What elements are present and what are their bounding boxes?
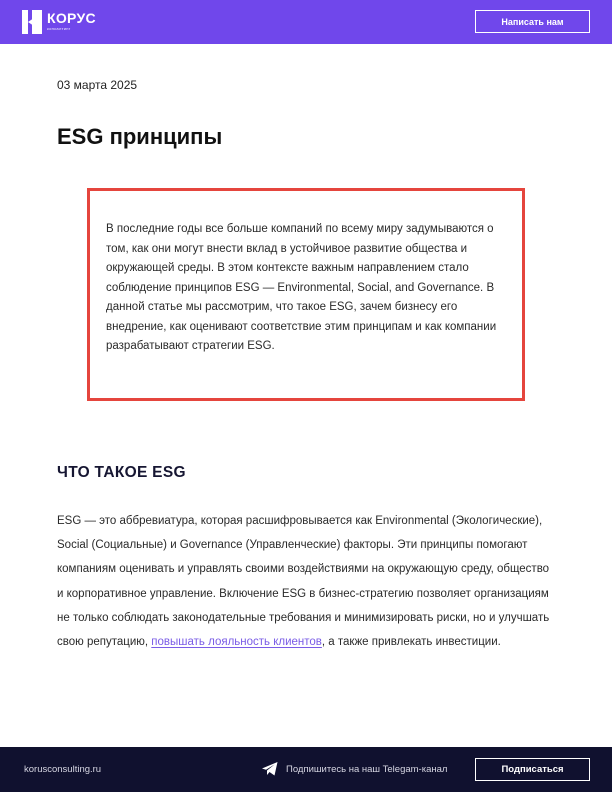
page-title: ESG принципы: [57, 124, 223, 149]
paragraph-text-start: ESG — это аббревиатура, которая расшифровывается как Environmental (Экологические), Social (Социальные) и Governance (Управленческие) факторы. Эти принципы помогают компаниям оценивать и управлять своими воздействиями на окружающую среду, общество и корпоративное управление. Включение ESG в бизнес-стратегию позволяет организациям не только соблюдать законодательные требования и минимизировать риски, но и улучшать свою репутацию,: [57, 515, 550, 649]
logo-subtitle: консалтинг: [47, 26, 71, 31]
section-heading: ЧТО ТАКОЕ ESG: [57, 464, 186, 481]
top-header: [0, 0, 612, 44]
korus-logo-icon: [22, 10, 42, 34]
telegram-text: Подпишитесь на наш Telegam-канал: [286, 763, 448, 775]
korus-logo[interactable]: [22, 10, 96, 34]
intro-highlight-box: [87, 188, 525, 401]
footer-bar: [0, 747, 612, 792]
telegram-icon: [262, 762, 278, 776]
customer-loyalty-link[interactable]: повышать лояльность клиентов: [151, 636, 322, 649]
article-date: 03 марта 2025: [57, 78, 138, 92]
telegram-subscribe-prompt[interactable]: [262, 762, 447, 776]
logo-title: КОРУС: [47, 10, 96, 26]
paragraph-text-end: , а также привлекать инвестиции.: [321, 636, 501, 649]
section-paragraph: [57, 509, 553, 654]
intro-text: В последние годы все больше компаний по всему миру задумываются о том, как они могут внести вклад в устойчивое развитие общества и окружающей среды. В этом контексте важным направлением стало соблюдение принципов ESG — Environmental, Social, and Governance. В данной статье мы рассмотрим, что такое ESG, зачем бизнесу его внедрение, как оценивают соответствие этим принципам и как компании разрабатывают стратегии ESG.: [106, 223, 497, 352]
footer-site-link[interactable]: korusconsulting.ru: [24, 764, 102, 775]
subscribe-button[interactable]: Подписаться: [475, 758, 590, 781]
contact-us-button[interactable]: Написать нам: [475, 10, 590, 33]
